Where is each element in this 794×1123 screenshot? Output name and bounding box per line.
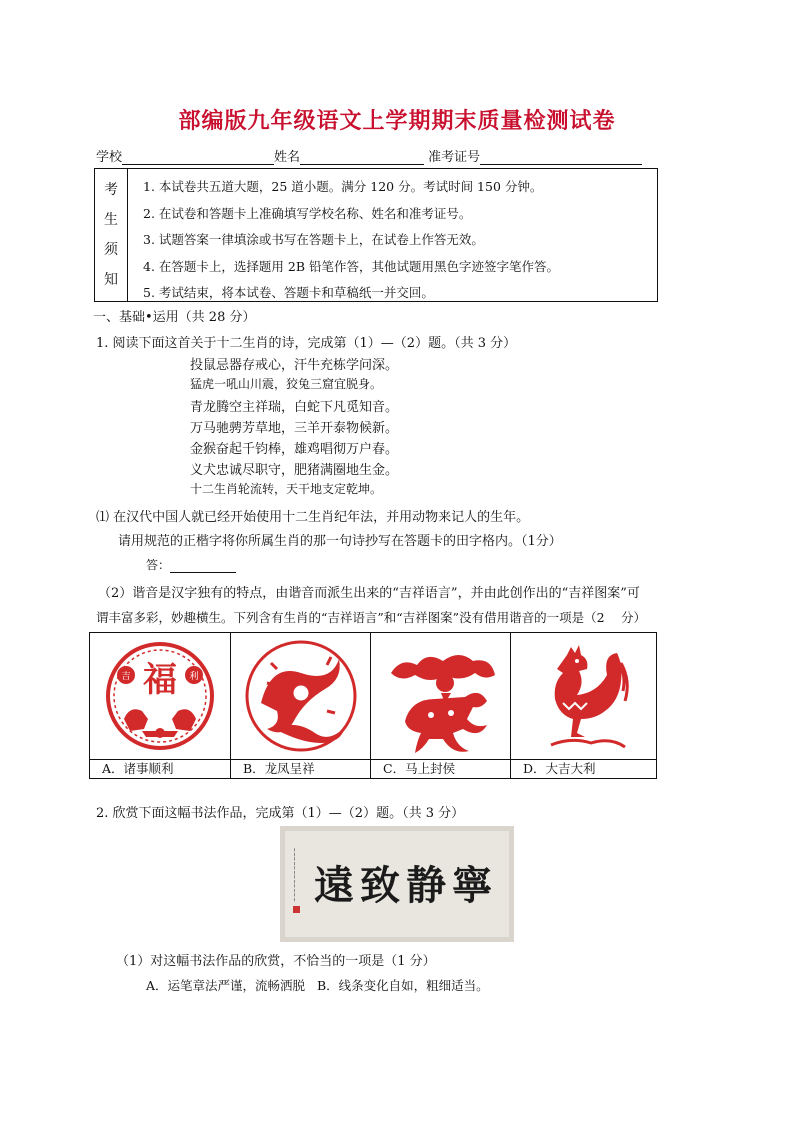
name-field[interactable] [300,151,424,165]
calligraphy-inscription: ╎ ╎ ╎ ╎ ╎ ╎ [292,848,297,902]
papercut-fu-image [90,633,230,759]
papercut-rooster-image [511,633,657,759]
q2-option-b[interactable]: B．线条变化自如，粗细适当。 [316,978,489,993]
notice-head-char: 生 [104,212,118,228]
calligraphy-artwork [280,826,514,942]
notice-item: 2. 在试卷和答题卡上准确填写学校名称、姓名和准考证号。 [143,205,472,221]
exam-no-field[interactable] [480,151,642,165]
q1-sub2-text: （2）谐音是汉字独有的特点，由谐音而派生出来的“吉祥语言”，并由此创作出的“吉祥图案”可 [98,586,640,601]
option-c-cell[interactable] [370,633,511,778]
poem-line: 投鼠忌器存戒心，汗牛充栋学问深。 [190,358,399,373]
papercut-dragon-phoenix-image [231,633,371,759]
section-heading: 一、基础•运用（共 28 分） [93,310,256,325]
school-field[interactable] [122,151,274,165]
option-label: C．马上封侯 [371,759,511,778]
student-info-row [96,146,656,165]
q2-option-a[interactable]: A．运笔章法严谨，流畅洒脱 [146,978,306,993]
answer-blank[interactable] [170,560,236,573]
poem-line: 猛虎一吼山川震，狡兔三窟宜脱身。 [190,377,383,391]
q1-stem: 1. 阅读下面这首关于十二生肖的诗，完成第（1）—（2）题。（共 3 分） [96,336,517,351]
option-a-cell[interactable] [90,633,230,778]
notice-item: 5. 考试结束，将本试卷、答题卡和草稿纸一并交回。 [143,285,434,300]
notice-head-char: 考 [104,182,118,198]
q2-options-row [146,976,489,994]
q1-sub2-question: 谓丰富多彩，妙趣横生。下列含有生肖的“吉祥语言”和“吉祥图案”没有借用谐音的一项是（2 分） [96,610,646,625]
notice-head-char: 知 [104,272,118,288]
option-label: B．龙凤呈祥 [231,759,371,778]
poem-line: 青龙腾空主祥瑞，白蛇下凡觅知音。 [190,400,399,415]
fu-char: 福 [143,660,177,700]
answer-label: 答： [146,558,171,572]
poem-line: 十二生肖轮流转，天干地支定乾坤。 [190,482,383,496]
q2-stem: 2. 欣赏下面这幅书法作品，完成第（1）—（2）题。（共 3 分） [96,806,465,821]
school-label: 学校 [96,150,123,165]
name-label: 姓名 [274,150,301,165]
option-b-cell[interactable] [230,633,371,778]
q1-sub1-instruction: 请用规范的正楷字将你所属生肖的那一句诗抄写在答题卡的田字格内。（1分） [118,534,562,549]
exam-notice-box [94,168,658,302]
papercut-monkey-horse-image [371,633,511,759]
poem-line: 金猴奋起千钧棒，雄鸡唱彻万户春。 [190,442,399,457]
notice-item: 3. 试题答案一律填涂或书写在答题卡上，在试卷上作答无效。 [143,232,484,247]
notice-head-char: 须 [104,242,118,258]
page-title: 部编版九年级语文上学期期末质量检测试卷 [178,109,616,134]
svg-text:利: 利 [189,672,199,682]
option-label: A．诸事顺利 [90,759,230,778]
notice-heading [95,169,128,301]
notice-item: 4. 在答题卡上，选择题用 2B 铅笔作答，其他试题用黑色字迹签字笔作答。 [143,258,559,274]
notice-item: 1. 本试卷共五道大题，25 道小题。满分 120 分。考试时间 150 分钟。 [143,179,543,194]
q2-sub1: （1）对这幅书法作品的欣赏，不恰当的一项是（1 分） [116,954,436,969]
answer-row [146,556,236,573]
option-d-cell[interactable] [510,633,657,778]
poem-line: 义犬忠诚尽职守，肥猪满圈地生金。 [190,463,399,478]
exam-no-label: 准考证号 [428,150,481,165]
svg-text:吉: 吉 [121,672,131,682]
papercut-options-table [89,632,657,779]
calligraphy-text: 遠致静寧 [314,862,498,909]
notice-items [143,175,559,308]
poem-line: 万马驰骋芳草地，三羊开泰物候新。 [190,421,399,436]
q1-sub1-text: ⑴ 在汉代中国人就已经开始使用十二生肖纪年法，并用动物来记人的生年。 [96,510,530,525]
option-label: D．大吉大利 [511,759,657,778]
calligraphy-seal-stamp [293,906,300,913]
